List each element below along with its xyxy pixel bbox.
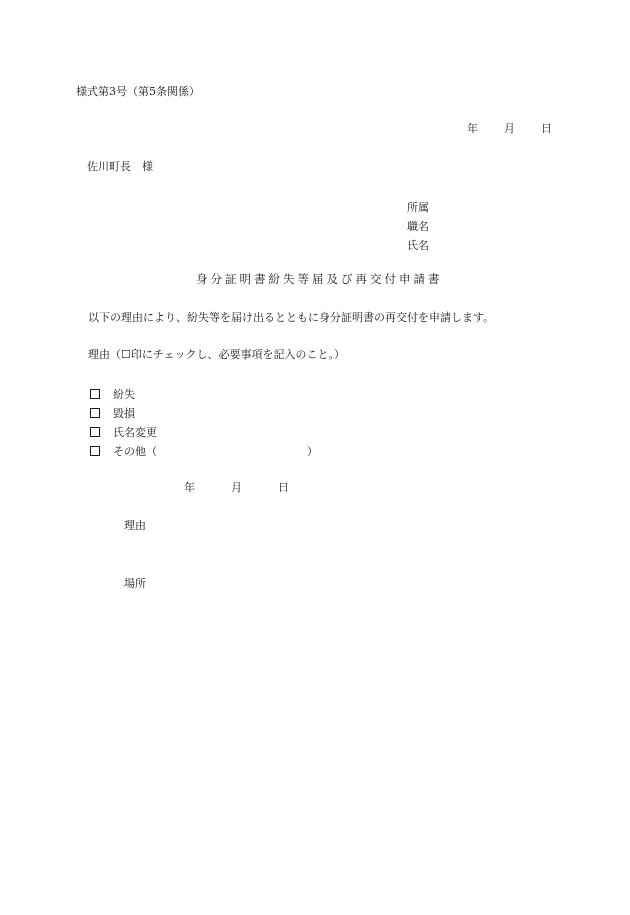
date-day-label: 日 bbox=[541, 122, 552, 135]
checkbox[interactable] bbox=[90, 427, 100, 437]
reason-field-label: 理由 bbox=[124, 519, 146, 532]
reason-option-label: 氏名変更 bbox=[113, 426, 157, 439]
reason-checklist bbox=[90, 385, 318, 461]
place-field-label: 場所 bbox=[124, 577, 146, 590]
date-day-label: 日 bbox=[278, 481, 289, 494]
declaration-text: 以下の理由により、紛失等を届け出るとともに身分証明書の再交付を申請します。 bbox=[88, 311, 495, 324]
date-month-label: 月 bbox=[504, 122, 515, 135]
reason-option-label: その他（ bbox=[113, 445, 157, 458]
document-title: 身分証明書紛失等届及び再交付申請書 bbox=[196, 272, 443, 286]
date-year-label: 年 bbox=[184, 481, 195, 494]
checkbox[interactable] bbox=[90, 408, 100, 418]
date-month-label: 月 bbox=[231, 481, 242, 494]
position-label: 職名 bbox=[407, 220, 429, 233]
reason-option-lost[interactable] bbox=[90, 385, 318, 404]
date-year-label: 年 bbox=[467, 122, 478, 135]
reason-option-other[interactable] bbox=[90, 442, 318, 461]
submission-date bbox=[467, 122, 552, 136]
form-number: 様式第3号（第5条関係） bbox=[76, 85, 200, 98]
affiliation-label: 所属 bbox=[407, 201, 429, 214]
reason-heading: 理由（☐印にチェックし、必要事項を記入のこと。） bbox=[88, 348, 346, 361]
name-label: 氏名 bbox=[407, 239, 429, 252]
addressee: 佐川町長 様 bbox=[87, 160, 153, 173]
applicant-block bbox=[407, 198, 429, 255]
reason-option-name-change[interactable] bbox=[90, 423, 318, 442]
other-close-paren: ） bbox=[307, 445, 318, 458]
incident-date bbox=[184, 481, 289, 495]
checkbox[interactable] bbox=[90, 389, 100, 399]
reason-option-label: 紛失 bbox=[113, 388, 135, 401]
reason-option-label: 毀損 bbox=[113, 407, 135, 420]
checkbox[interactable] bbox=[90, 446, 100, 456]
reason-option-damaged[interactable] bbox=[90, 404, 318, 423]
